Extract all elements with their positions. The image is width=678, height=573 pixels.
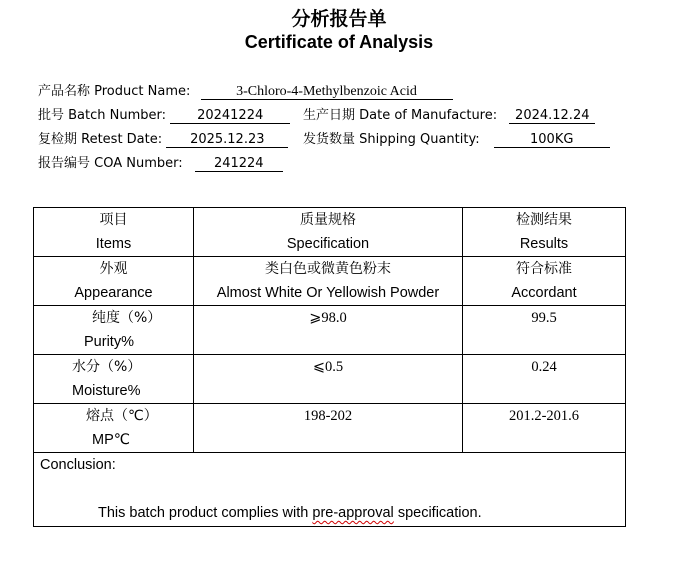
- result-melting-point: 201.2-201.6: [463, 404, 626, 453]
- product-name-row: [38, 80, 453, 100]
- table-row-appearance: [34, 257, 626, 306]
- spec-moisture: ⩽0.5: [194, 355, 463, 404]
- result-purity: 99.5: [463, 306, 626, 355]
- result-appearance: 符合标准 Accordant: [463, 257, 626, 306]
- spec-appearance: 类白色或微黄色粉末 Almost White Or Yellowish Powder: [194, 257, 463, 306]
- shipping-quantity-row: [303, 128, 610, 148]
- item-melting-point: 熔点（℃） MP℃: [34, 404, 194, 453]
- table-row-conclusion: [34, 453, 626, 527]
- header-specification: 质量规格 Specification: [194, 208, 463, 257]
- manufacture-date-row: [303, 104, 595, 124]
- analysis-table: [33, 207, 626, 527]
- conclusion-text: This batch product complies with pre-approval specification.: [98, 505, 482, 521]
- table-row-purity: [34, 306, 626, 355]
- table-row-moisture: [34, 355, 626, 404]
- retest-date-row: [38, 128, 288, 148]
- shipping-quantity-value: 100KG: [494, 133, 610, 148]
- conclusion-label: Conclusion:: [40, 457, 116, 473]
- header-results: 检测结果 Results: [463, 208, 626, 257]
- batch-number-row: [38, 104, 290, 124]
- coa-number-value: 241224: [195, 157, 283, 172]
- spellcheck-flagged-word: pre-approval: [312, 505, 394, 521]
- item-moisture: 水分（%） Moisture%: [34, 355, 194, 404]
- manufacture-date-label: 生产日期 Date of Manufacture:: [303, 108, 498, 123]
- product-name-value: 3-Chloro-4-Methylbenzoic Acid: [201, 85, 453, 100]
- spec-purity: ⩾98.0: [194, 306, 463, 355]
- retest-date-label: 复检期 Retest Date:: [38, 132, 163, 147]
- manufacture-date-value: 2024.12.24: [509, 109, 595, 124]
- shipping-quantity-label: 发货数量 Shipping Quantity:: [303, 132, 480, 147]
- title-english: Certificate of Analysis: [244, 32, 434, 52]
- spec-melting-point: 198-202: [194, 404, 463, 453]
- product-name-label: 产品名称 Product Name:: [38, 84, 191, 99]
- retest-date-value: 2025.12.23: [166, 133, 288, 148]
- batch-number-label: 批号 Batch Number:: [38, 108, 167, 123]
- table-row-melting-point: [34, 404, 626, 453]
- batch-number-value: 20241224: [170, 109, 290, 124]
- title-chinese: 分析报告单: [291, 8, 387, 30]
- header-items: 项目 Items: [34, 208, 194, 257]
- item-appearance: 外观 Appearance: [34, 257, 194, 306]
- coa-number-label: 报告编号 COA Number:: [38, 156, 183, 171]
- item-purity: 纯度（%） Purity%: [34, 306, 194, 355]
- conclusion-cell: [34, 453, 626, 527]
- coa-number-row: [38, 152, 283, 172]
- table-header-row: [34, 208, 626, 257]
- result-moisture: 0.24: [463, 355, 626, 404]
